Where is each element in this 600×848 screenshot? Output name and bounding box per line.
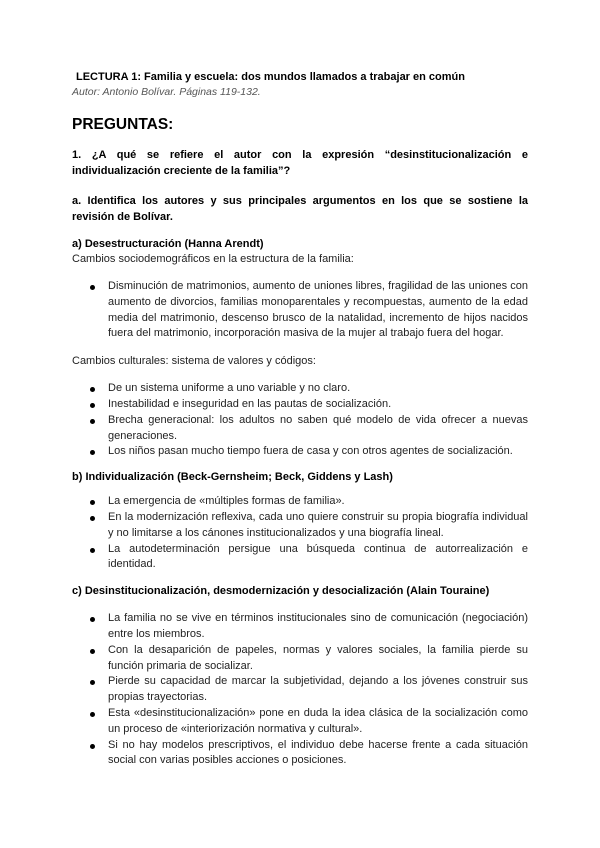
section-a-list [72, 279, 528, 342]
list-item: La familia no se vive en términos institucionales sino de comunicación (negociación) entre los miembros. [90, 611, 528, 643]
question-a: a. Identifica los autores y sus principales argumentos en los que se sostiene la revisión de Bolívar. [72, 195, 528, 223]
bullet-icon [90, 617, 95, 622]
list-item: La emergencia de «múltiples formas de familia». [90, 494, 528, 510]
list-item: Con la desaparición de papeles, normas y valores sociales, la familia pierde su función primaria de socializar. [90, 643, 528, 675]
bullet-icon [90, 419, 95, 424]
section-a-intro: Cambios sociodemográficos en la estructura de la familia: [72, 253, 354, 265]
list-item: Los niños pasan mucho tiempo fuera de casa y con otros agentes de socialización. [90, 444, 528, 460]
bullet-icon [90, 516, 95, 521]
section-b-list [72, 494, 528, 573]
bullet-icon [90, 548, 95, 553]
bullet-icon [90, 500, 95, 505]
list-item: Pierde su capacidad de marcar la subjetividad, dejando a los jóvenes construir sus propias trayectorias. [90, 674, 528, 706]
bullet-icon [90, 450, 95, 455]
author-line: Autor: Antonio Bolívar. Páginas 119-132. [72, 86, 261, 98]
section-b-heading: b) Individualización (Beck-Gernsheim; Beck, Giddens y Lash) [72, 471, 393, 484]
reading-title: LECTURA 1: Familia y escuela: dos mundos llamados a trabajar en común [76, 71, 465, 83]
section-c-list [72, 611, 528, 769]
section-c-heading: c) Desinstitucionalización, desmodernización y desocialización (Alain Touraine) [72, 585, 490, 598]
list-item: Brecha generacional: los adultos no saben qué modelo de vida ofrecer a nuevas generaciones. [90, 413, 528, 445]
list-item: Disminución de matrimonios, aumento de uniones libres, fragilidad de las uniones con aumento de divorcios, familias monoparentales y recompuestas, aumento de la edad media del matrimonio, descenso brusco de la natalidad, incremento de hijos nacidos fuera del matrimonio, incorporación masiva de la mujer al trabajo fuera del hogar. [90, 279, 528, 342]
list-item: En la modernización reflexiva, cada uno quiere construir su propia biografía individual y no limitarse a los cánones institucionalizados y una biografía lineal. [90, 510, 528, 542]
section-a-intro-2: Cambios culturales: sistema de valores y códigos: [72, 355, 316, 368]
list-item: De un sistema uniforme a uno variable y no claro. [90, 381, 528, 397]
questions-heading: PREGUNTAS: [72, 116, 174, 133]
bullet-icon [90, 403, 95, 408]
section-a-heading: a) Desestructuración (Hanna Arendt) [72, 238, 264, 250]
bullet-icon [90, 712, 95, 717]
list-item: Esta «desinstitucionalización» pone en duda la idea clásica de la socialización como un proceso de «interiorización normativa y cultural». [90, 706, 528, 738]
question-1: 1. ¿A qué se refiere el autor con la expresión “desinstitucionalización e individualización creciente de la familia”? [72, 149, 528, 177]
bullet-icon [90, 649, 95, 654]
list-item: Inestabilidad e inseguridad en las pautas de socialización. [90, 397, 528, 413]
list-item: La autodeterminación persigue una búsqueda continua de autorrealización e identidad. [90, 542, 528, 574]
bullet-icon [90, 744, 95, 749]
list-item: Si no hay modelos prescriptivos, el individuo debe hacerse frente a cada situación social con varias posibles acciones o posiciones. [90, 738, 528, 770]
section-a-list-2 [72, 381, 528, 460]
bullet-icon [90, 680, 95, 685]
bullet-icon [90, 285, 95, 290]
document-body [72, 70, 528, 769]
bullet-icon [90, 387, 95, 392]
